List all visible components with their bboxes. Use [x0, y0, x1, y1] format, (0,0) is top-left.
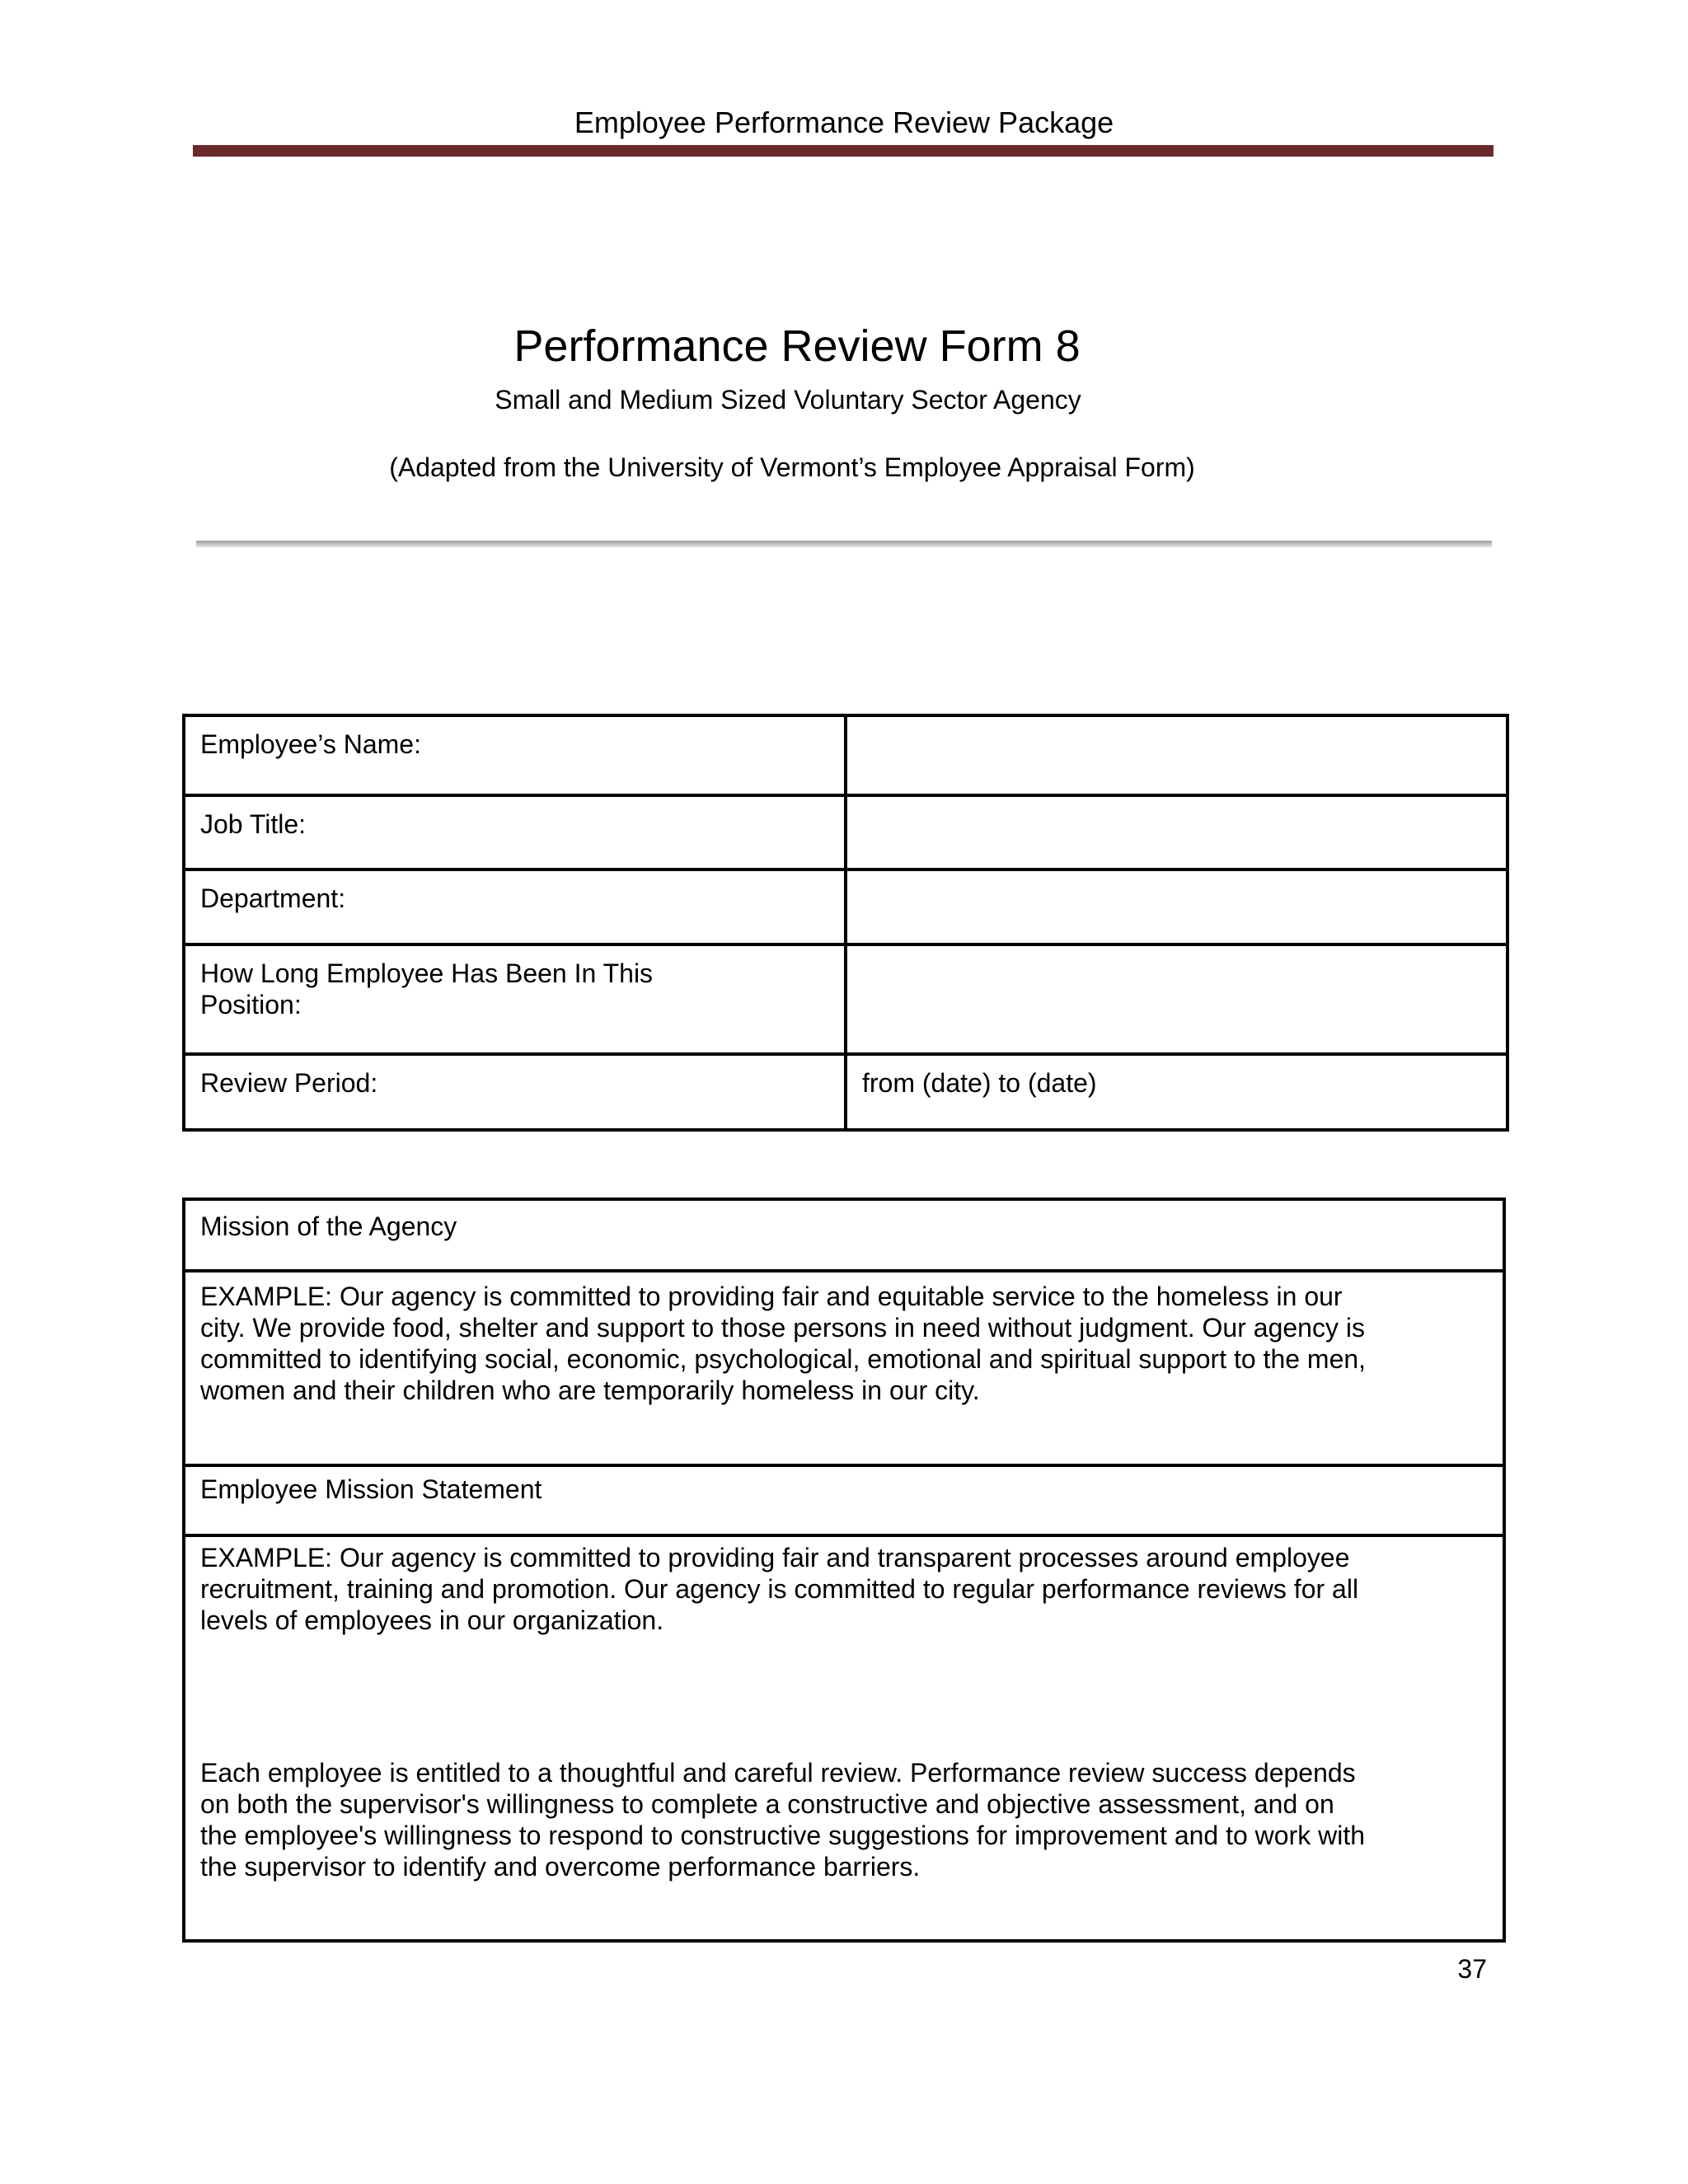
table-row — [184, 1054, 1507, 1130]
agency-mission-example[interactable]: EXAMPLE: Our agency is committed to providing fair and equitable service to the homeless in our city. We provide food, shelter and support to those persons in need without judgment. Our agency is committed to identifying social, economic, psychological, emotional and spiritual support to the men, women and their children who are temporarily homeless in our city. — [200, 1282, 1367, 1405]
agency-mission-row — [185, 1272, 1503, 1467]
mission-table — [182, 1197, 1506, 1943]
department-label: Department: — [184, 869, 846, 944]
header-divider — [193, 145, 1493, 157]
employee-mission-heading-row — [185, 1467, 1503, 1537]
job-title-label: Job Title: — [184, 795, 846, 869]
page-header-title: Employee Performance Review Package — [574, 105, 1114, 139]
time-in-position-label-text: How Long Employee Has Been In This Position: — [200, 958, 654, 1019]
employee-mission-example[interactable]: EXAMPLE: Our agency is committed to providing fair and transparent processes around employee recruitment, training and promotion. Our agency is committed to regular performance reviews for all levels of employees in our organization. — [200, 1543, 1359, 1635]
job-title-field[interactable] — [846, 795, 1507, 869]
agency-mission-heading-row — [185, 1201, 1503, 1272]
employee-name-field[interactable] — [846, 715, 1507, 795]
page-number: 37 — [1457, 1954, 1487, 1984]
review-principles-note: Each employee is entitled to a thoughtful and careful review. Performance review success depends on both the supervisor's willingness to complete a constructive and objective assessment, and on the employee's willingness to respond to constructive suggestions for improvement and to work with the supervisor to identify and overcome performance barriers. — [200, 1758, 1366, 1882]
table-row — [184, 944, 1507, 1054]
review-period-label: Review Period: — [184, 1054, 846, 1130]
form-subtitle: Small and Medium Sized Voluntary Sector Agency — [495, 385, 1081, 415]
employee-mission-heading: Employee Mission Statement — [200, 1474, 542, 1504]
time-in-position-field[interactable] — [846, 944, 1507, 1054]
employee-info-table — [182, 714, 1509, 1132]
employee-mission-row — [185, 1537, 1503, 1943]
time-in-position-label — [184, 944, 846, 1054]
department-field[interactable] — [846, 869, 1507, 944]
table-row — [184, 715, 1507, 795]
employee-name-label: Employee’s Name: — [184, 715, 846, 795]
agency-mission-heading: Mission of the Agency — [200, 1212, 457, 1241]
review-period-field[interactable]: from (date) to (date) — [846, 1054, 1507, 1130]
form-source-note: (Adapted from the University of Vermont’s Employee Appraisal Form) — [389, 452, 1195, 482]
table-row — [184, 795, 1507, 869]
form-title: Performance Review Form 8 — [513, 321, 1081, 371]
title-divider — [196, 541, 1492, 547]
table-row — [184, 869, 1507, 944]
